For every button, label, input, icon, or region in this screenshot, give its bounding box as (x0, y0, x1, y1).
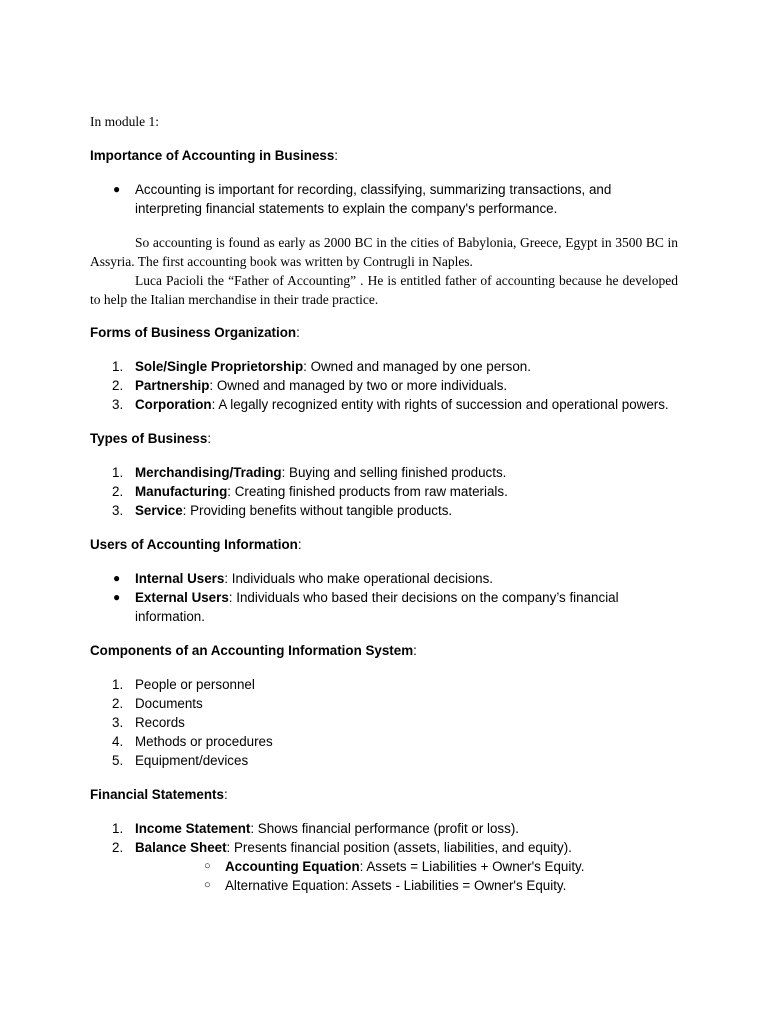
section-heading-forms (90, 323, 678, 342)
list-item-text: People or personnel (135, 677, 255, 692)
importance-list (90, 180, 678, 218)
section-heading-statements (90, 785, 678, 804)
list-item (90, 357, 678, 376)
bullet-icon: ● (113, 571, 121, 585)
list-number: 3. (112, 503, 124, 518)
bullet-icon: ● (113, 590, 121, 604)
section-heading-importance (90, 146, 678, 165)
list-item (90, 732, 678, 751)
list-term: Balance Sheet (135, 840, 227, 855)
list-number: 2. (112, 484, 124, 499)
list-item-text: Methods or procedures (135, 734, 273, 749)
list-desc: : Providing benefits without tangible products. (182, 503, 453, 518)
sublist-item (135, 876, 678, 895)
history-paragraph-1: So accounting is found as early as 2000 BC in the cities of Babylonia, Greece, Egypt in 3500 BC in Assyria. The first accounting book was written by Contrugli in Naples. (90, 235, 678, 269)
list-number: 1. (112, 677, 124, 692)
section-heading-components (90, 641, 678, 660)
list-number: 1. (112, 465, 124, 480)
list-number: 3. (112, 397, 124, 412)
list-term: Accounting Equation (225, 859, 360, 874)
list-item (90, 463, 678, 482)
list-number: 2. (112, 378, 124, 393)
circle-bullet-icon: ○ (204, 879, 211, 891)
list-desc: : Assets = Liabilities + Owner's Equity. (359, 859, 585, 874)
list-item (90, 376, 678, 395)
forms-list (90, 357, 678, 414)
heading-colon: : (334, 148, 339, 163)
list-number: 4. (112, 734, 124, 749)
list-term: Partnership (135, 378, 210, 393)
list-item-text: Equipment/devices (135, 753, 249, 768)
section-heading-users (90, 535, 678, 554)
list-term: Corporation (135, 397, 212, 412)
statements-list (90, 819, 678, 895)
history-paragraph-2: Luca Pacioli the “Father of Accounting” . He is entitled father of accounting because he developed to help the Italian merchandise in their trade practice. (90, 273, 678, 307)
list-number: 2. (112, 840, 124, 855)
heading-text: Forms of Business Organization (90, 325, 297, 340)
list-desc: : Buying and selling finished products. (281, 465, 507, 480)
heading-text: Financial Statements (90, 787, 224, 802)
heading-text: Importance of Accounting in Business (90, 148, 335, 163)
types-list (90, 463, 678, 520)
list-item (90, 588, 678, 626)
list-item (90, 395, 678, 414)
section-heading-types (90, 429, 678, 448)
list-term: Sole/Single Proprietorship (135, 359, 304, 374)
list-desc: : Individuals who based their decisions on the company’s financial information. (135, 590, 619, 624)
list-item (90, 482, 678, 501)
heading-text: Types of Business (90, 431, 208, 446)
list-desc: : Individuals who make operational decisions. (224, 571, 494, 586)
list-number: 1. (112, 359, 124, 374)
list-desc: : Creating finished products from raw materials. (227, 484, 508, 499)
equation-sublist (135, 857, 678, 895)
heading-colon: : (413, 643, 417, 658)
list-item (90, 713, 678, 732)
list-term: Manufacturing (135, 484, 228, 499)
users-list (90, 569, 678, 626)
heading-text: Users of Accounting Information (90, 537, 298, 552)
list-item (90, 180, 678, 218)
list-number: 5. (112, 753, 124, 768)
list-item (90, 838, 678, 895)
list-item (90, 675, 678, 694)
heading-colon: : (223, 787, 228, 802)
list-desc: Alternative Equation: Assets - Liabilities = Owner's Equity. (225, 878, 567, 893)
list-term: External Users (135, 590, 229, 605)
list-item-text: Records (135, 715, 185, 730)
list-desc: : Presents financial position (assets, liabilities, and equity). (226, 840, 572, 855)
list-term: Service (135, 503, 183, 518)
heading-text: Components of an Accounting Information System (90, 643, 414, 658)
list-term: Internal Users (135, 571, 225, 586)
heading-colon: : (296, 325, 300, 340)
list-item (90, 569, 678, 588)
components-list (90, 675, 678, 770)
history-paragraphs (90, 233, 678, 309)
intro-line: In module 1: (90, 114, 159, 129)
list-number: 3. (112, 715, 124, 730)
heading-colon: : (207, 431, 212, 446)
sublist-item (135, 857, 678, 876)
list-term: Income Statement (135, 821, 251, 836)
circle-bullet-icon: ○ (204, 860, 211, 872)
list-item (90, 501, 678, 520)
list-item-text: Documents (135, 696, 203, 711)
list-desc: : Owned and managed by one person. (303, 359, 531, 374)
heading-colon: : (297, 537, 302, 552)
list-item (90, 751, 678, 770)
list-desc: : Owned and managed by two or more individuals. (209, 378, 508, 393)
list-number: 2. (112, 696, 124, 711)
list-item (90, 819, 678, 838)
list-item-text: Accounting is important for recording, classifying, summarizing transactions, and interpreting financial statements to explain the company's performance. (135, 182, 612, 216)
list-desc: : A legally recognized entity with rights of succession and operational powers. (211, 397, 669, 412)
list-number: 1. (112, 821, 124, 836)
bullet-icon: ● (113, 182, 121, 196)
list-item (90, 694, 678, 713)
list-term: Merchandising/Trading (135, 465, 282, 480)
list-desc: : Shows financial performance (profit or loss). (250, 821, 520, 836)
